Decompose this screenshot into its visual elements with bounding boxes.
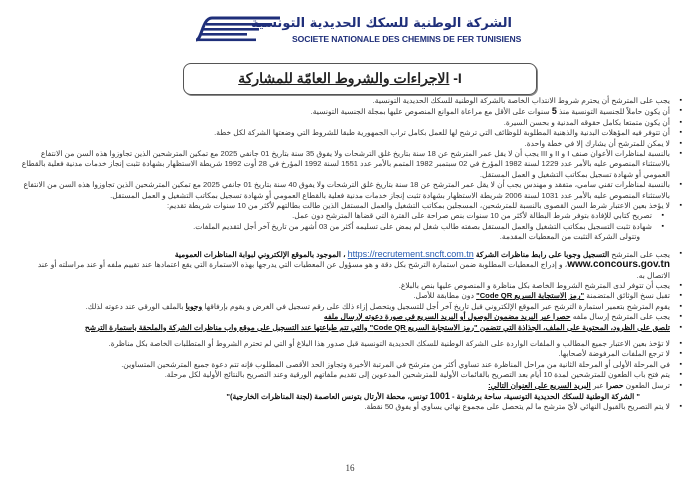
- document-body: [18, 96, 682, 413]
- list-item: ▪ لا ترجع الملفات المرفوضة لأصحابها.: [18, 349, 670, 359]
- concours-link[interactable]: www.concours.gov.tn: [567, 259, 670, 271]
- list-item: ▪ يجب على المترشح أن يحترم شروط الانتداب الخاصة بالشركة الوطنية للسكك الحديدية التونسية.: [18, 96, 670, 106]
- list-item: ▪ لا يؤخذ بعين الاعتبار شرط السن القصوى بالنسبة للمترشحين، المسجلين بمكاتب التشغيل والعمل المستقل الذين طالت بطالتهم لأكثر من 10 سنوات شريطة تقديم:: [18, 201, 670, 211]
- list-item: ▪ تلصق على الظرود، المحتوية على الملف، الجذاذة التي تتضمن "رمز الاستجابة السريع Code QR" والتي تتم طباعتها عند التسجيل على موقع واب مناظرات الشركة والملحقة باستمارة الترشح: [18, 323, 670, 333]
- page-number: 16: [345, 463, 355, 473]
- org-name-french: SOCIETE NATIONALE DES CHEMINS DE FER TUNISIENS: [292, 34, 522, 44]
- section-title-text: الاجراءات والشروط العامّة للمشاركة: [238, 70, 450, 86]
- org-name-arabic: الشركة الوطنية للسكك الحديدية التونسية: [251, 16, 512, 31]
- list-item: ▪ أن تتوفر فيه المؤهلات البدنية والذهنية المطلوبة للوظائف التي ترشح لها للعمل بكامل تراب الجمهورية طبقا للشروط التي وضعتها الشركة لكل خطة.: [18, 128, 670, 138]
- document-header: [0, 6, 700, 46]
- section-number: I-: [453, 70, 462, 86]
- list-item: ▪ أن يكون متمتعا بكامل حقوقه المدنية و بحسن السيرة.: [18, 118, 670, 128]
- list-item: ▪ أن يكون حاملاً للجنسية التونسية منذ 5 سنوات على الأقل مع مراعاة الموانع المنصوص عليها بمجلة الجنسية التونسية.: [18, 106, 670, 117]
- sub-list-item: ▪ شهادة تثبت التسجيل بمكاتب التشغيل والعمل المستقل بصفته طالب شغل لم يمض على تسليمه أكثر من 03 أشهر من تاريخ آخر أجل لتقديم الملفات.: [18, 222, 670, 232]
- section-title: [184, 70, 536, 87]
- list-item: ▪ لا يتم التصريح بالقبول النهائي لأيّ مترشح ما لم يتحصل على مجموع نهائي يساوي أو يفوق 50 نقطة.: [18, 402, 670, 412]
- list-item: ▪ ترسل الطعون حصرا عبر البريد السريع على العنوان التالي:: [18, 381, 670, 391]
- list-item: ▪ يتم فتح باب الطعون للمترشحين لمدة 10 أيام بعد التصريح بالقائمات الأولية للمترشحين المدعوين إلى تقديم ملفاتهم الورقية وعند التصريح بالنتائج الأولية لكل مرحلة.: [18, 370, 670, 380]
- list-item: ▪ في المرحلة الأولى أو المرحلة الثانية من مراحل المناظرة عند تساوي أكثر من مترشح في المرتبة الأخيرة وتجاوز الحد الأقصى المطلوب فإنه تتم دعوة جميع المترشحين المتساوين.: [18, 360, 670, 370]
- list-item: ▪ تقبل نسخ الوثائق المتضمنة "رمز الاستجابة السريع Code QR" دون مطابقة للأصل.: [18, 291, 670, 301]
- list-item: ▪ بالنسبة لمناظرات الأعوان صنف I و II و III يجب أن لا يقل عمر المترشح عن 18 سنة بتاريخ غلق الترشحات ولا يفوق 35 سنة بتاريخ 01 جانفي 2025 مع تمكين المترشحين الذين تجاوزوا هذه السن من الانتفاع بالاستثناء المنصوص عليه بالأمر عدد 1229 لسنة 1982 المؤرخ في 02 سبتمبر 1982 المتمم بالأمر عدد 1551 لسنة 1992 المؤرخ في 28 أوت 1992 شريطة الاستظهار بشهادة تثبت إنجاز خدمات مدنية فعلية بالقطاع العمومي أو شهادة تسجيل بمكاتب التشغيل و العمل المستقل.: [18, 149, 670, 180]
- verify-note: وتتولى الشركة التثبت من المعطيات المقدمة.: [499, 232, 640, 242]
- recruitment-link[interactable]: https://recrutement.sncft.com.tn: [347, 248, 474, 259]
- list-item: ▪ لا يمكن للمترشح أن يشارك إلا في خطة واحدة.: [18, 139, 670, 149]
- list-item: ▪ لا تؤخذ بعين الاعتبار جميع المطالب و الملفات الواردة على الشركة الوطنية للسكك الحديدية التونسية قبل صدور هذا البلاغ أو التي لم تحترم الشروط أو المتطلبات الخاصة بكل مناظرة.: [18, 339, 670, 349]
- conditions-list: [18, 96, 682, 413]
- postal-address: " الشركة الوطنية للسكك الحديدية التونسية، ساحة برشلونة - 1001 تونس، محطة الأرتال بتونس العاصمة (لجنة المناظرات الخارجية)": [226, 390, 640, 401]
- list-item: ▪ يجب أن تتوفر لدى المترشح الشروط الخاصة بكل مناظرة و المنصوص عليها بنص بالبلاغ.: [18, 281, 670, 291]
- list-item: ▪ يقوم المترشح بتعمير استمارة الترشح عبر الموقع الإلكتروني قبل تاريخ آخر أجل للتسجيل ويتحصل إزاء ذلك على رقم تسجيل في الغرض و يقوم بإرفاقها وجوبا بالملف الورقي عند دعوته لذلك.: [18, 302, 670, 312]
- list-item: ▪ بالنسبة لمناظرات تقني سامي، متفقد و مهندس يجب أن لا يقل عمر المترشح عن 18 سنة بتاريخ غلق الترشحات ولا يفوق 40 سنة بتاريخ 01 جانفي 2025 مع تمكين المترشحين الذين تجاوزوا هذه السن من الانتفاع بالاستثناء المنصوص عليه بالأمر عدد 1031 لسنة 2006 شريطة الاستظهار بشهادة تثبت إنجاز خدمات مدنية فعلية بالقطاع العمومي أو شهادة تسجيل بمكاتب التشغيل و العمل المستقل.: [18, 180, 670, 201]
- list-item: ▪ يجب على المترشح إرسال ملفه حصرا عبر البريد مضمون الوصول أو البريد السريع في صورة دعوته لإرسال ملفه: [18, 312, 670, 322]
- sub-list-item: ▪ تصريح كتابي للإفادة بتوفر شرط البطالة لأكثر من 10 سنوات بنص صراحة على الفترة التي قضاها المترشح دون عمل.: [18, 211, 670, 221]
- registration-item: ▪ يجب على المترشح التسجيل وجوبا على رابط مناظرات الشركة https://recrutement.sncft.com.tn ، الموجود بالموقع الإلكتروني لبوابة المناظرات العمومية www.concours.gov.tn، و إدراج المعطيات المطلوبة ضمن استمارة الترشح بكل دقة و هو مسؤول عن المعطيات التي يدرجها بهذه الاستمارة التي يقع اعتمادها عند تقييم ملفه أو عند مراسلته أو عند الاتصال به.: [18, 249, 670, 281]
- section-title-box: [183, 63, 537, 95]
